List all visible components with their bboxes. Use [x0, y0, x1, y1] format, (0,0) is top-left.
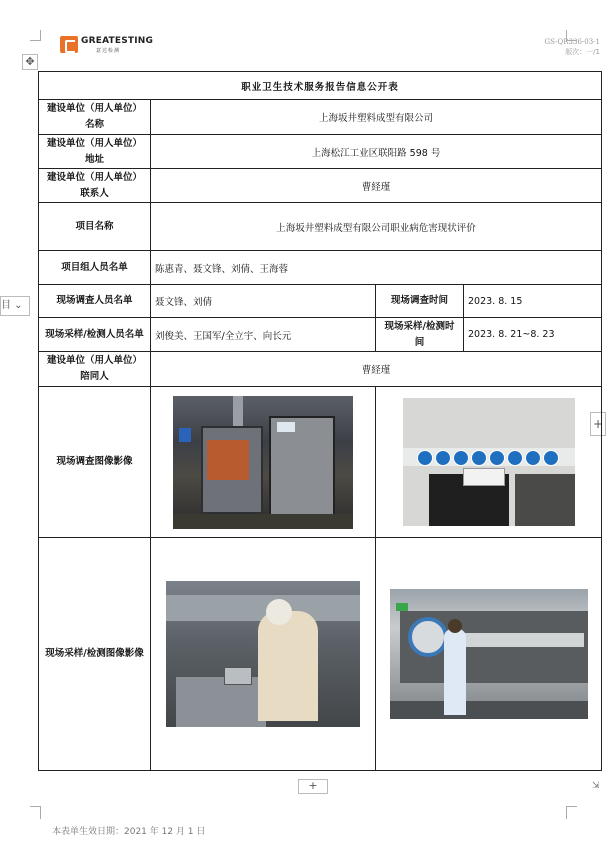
- table-row: [39, 169, 602, 203]
- survey-images-label: 现场调查图像影像: [39, 387, 151, 538]
- survey-time-label: 现场调查时间: [376, 285, 464, 318]
- sampling-time-label: 现场采样/检测时间: [376, 318, 464, 352]
- company-name-label: 建设单位（用人单位）名称: [39, 100, 151, 135]
- worker-sampling-photo: [166, 581, 360, 727]
- layout-options-button[interactable]: 目 ⌄: [0, 296, 30, 316]
- sampling-photo-cell-1: [151, 538, 376, 771]
- logo-name: GREATESTING: [81, 36, 154, 46]
- table-title: 职业卫生技术服务报告信息公开表: [39, 72, 602, 100]
- table-row: [39, 352, 602, 387]
- table-row: [39, 285, 602, 318]
- crop-mark-bottom-left: [30, 806, 41, 819]
- crop-mark-top-right: [566, 30, 577, 41]
- table-row: [39, 538, 602, 771]
- add-row-button[interactable]: +: [298, 779, 328, 794]
- survey-photo-cell-2: [376, 387, 602, 538]
- effective-date: 本表单生效日期：2021 年 12 月 1 日: [52, 827, 206, 837]
- project-value: 上海坂井塑料成型有限公司职业病危害现状评价: [151, 203, 602, 251]
- survey-time-value: 2023. 8. 15: [464, 285, 602, 318]
- add-column-button[interactable]: +: [590, 412, 606, 436]
- table-row: [39, 387, 602, 538]
- logo-subtitle: 意达检测: [96, 48, 121, 54]
- crop-mark-bottom-right: [566, 806, 577, 819]
- project-label: 项目名称: [39, 203, 151, 251]
- document-version: 版次：一/1: [565, 48, 600, 56]
- crop-mark-top-left: [30, 30, 41, 41]
- company-name-value: 上海坂井塑料成型有限公司: [151, 100, 602, 135]
- company-address-value: 上海松江工业区联阳路 598 号: [151, 135, 602, 169]
- sampling-staff-value: 刘俊美、王国军/全立宇、向长元: [151, 318, 376, 352]
- company-address-label: 建设单位（用人单位）地址: [39, 135, 151, 169]
- escort-value: 曹経瑾: [151, 352, 602, 387]
- workshop-photo: [173, 396, 353, 529]
- safety-signs-photo: [403, 398, 575, 526]
- company-sign-photo: [390, 589, 588, 719]
- document-number: GS-QR336-03-1: [544, 38, 600, 46]
- info-disclosure-table: [38, 71, 602, 771]
- survey-staff-value: 聂文锋、刘倩: [151, 285, 376, 318]
- escort-label: 建设单位（用人单位）陪同人: [39, 352, 151, 387]
- sampling-photo-cell-2: [376, 538, 602, 771]
- table-row: [39, 135, 602, 169]
- sampling-staff-label: 现场采样/检测人员名单: [39, 318, 151, 352]
- team-label: 项目组人员名单: [39, 251, 151, 285]
- table-row: [39, 100, 602, 135]
- sampling-time-value: 2023. 8. 21~8. 23: [464, 318, 602, 352]
- sampling-images-label: 现场采样/检测图像影像: [39, 538, 151, 771]
- table-row: [39, 203, 602, 251]
- table-resize-handle-icon[interactable]: ⇲: [592, 781, 600, 791]
- contact-label: 建设单位（用人单位）联系人: [39, 169, 151, 203]
- table-move-handle-icon[interactable]: ✥: [22, 54, 38, 70]
- team-value: 陈惠青、聂文锋、刘倩、王海蓉: [151, 251, 602, 285]
- contact-value: 曹経瑾: [151, 169, 602, 203]
- survey-photo-cell-1: [151, 387, 376, 538]
- table-row: [39, 318, 602, 352]
- company-logo-icon: [60, 36, 78, 53]
- table-row: [39, 251, 602, 285]
- survey-staff-label: 现场调查人员名单: [39, 285, 151, 318]
